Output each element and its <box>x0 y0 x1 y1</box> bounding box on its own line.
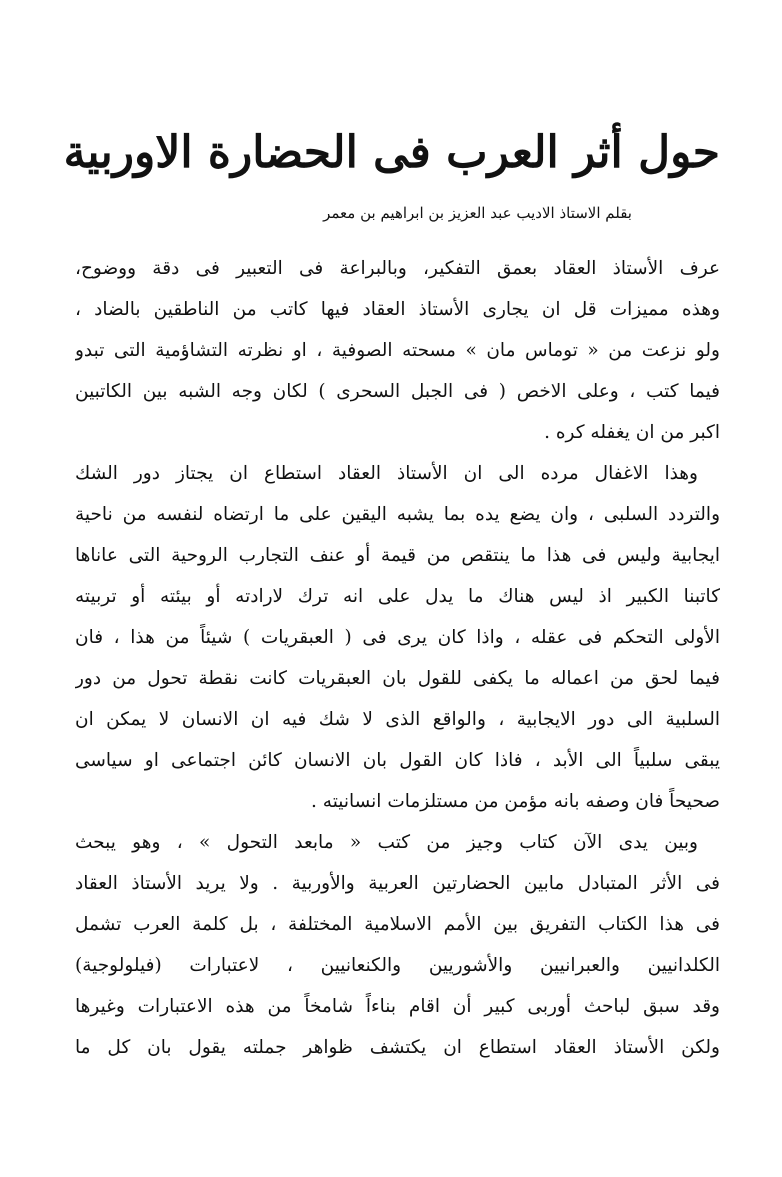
article-title: حول أثر العرب فى الحضارة الاوربية <box>63 127 720 178</box>
body-line: وهذه مميزات قل ان يجارى الأستاذ العقاد فيها كاتب من الناطقين بالضاد ، <box>75 299 720 320</box>
body-line: الكلدانيين والعبرانيين والأشوريين والكنعانيين ، لاعتبارات (فيلولوجية) <box>75 955 720 976</box>
body-line: الأولى التحكم فى عقله ، واذا كان يرى فى ( العبقريات ) شيئاً من هذا ، فان <box>75 627 720 648</box>
body-line: وهذا الاغفال مرده الى ان الأستاذ العقاد استطاع ان يجتاز دور الشك <box>75 463 698 484</box>
body-line: يبقى سلبياً الى الأبد ، فاذا كان القول بان الانسان كائن اجتماعى او سياسى <box>75 750 720 771</box>
article-body <box>75 248 720 1068</box>
body-line: ولو نزعت من « توماس مان » مسحته الصوفية ، او نظرته التشاؤمية التى تبدو <box>75 340 720 361</box>
body-line: فى هذا الكتاب التفريق بين الأمم الاسلامية المختلفة ، بل كلمة العرب تشمل <box>75 914 720 935</box>
body-line: صحيحاً فان وصفه بانه مؤمن من مستلزمات انسانيته . <box>311 791 720 812</box>
body-line: وقد سبق لباحث أوربى كبير أن اقام بناءاً شامخاً من هذه الاعتبارات وغيرها <box>75 996 720 1017</box>
body-line: فيما كتب ، وعلى الاخص ( فى الجبل السحرى ) لكان وجه الشبه بين الكاتبين <box>75 381 720 402</box>
body-line: اكبر من ان يغفله كره . <box>544 422 720 443</box>
body-line: ايجابية وليس فى هذا ما ينتقص من قيمة أو عنف التجارب الروحية التى عاناها <box>75 545 720 566</box>
body-line: ولكن الأستاذ العقاد استطاع ان يكتشف ظواهر جملته يقول بان كل ما <box>75 1037 720 1058</box>
body-line: فيما لحق من اعماله ما يكفى للقول بان العبقريات كانت نقطة تحول من دور <box>75 668 720 689</box>
body-line: والتردد السلبى ، وان يضع يده بما يشبه اليقين على ما ارتضاه لنفسه من ناحية <box>75 504 720 525</box>
body-line: السلبية الى دور الايجابية ، والواقع الذى لا شك فيه ان الانسان لا يمكن ان <box>75 709 720 730</box>
body-line: وبين يدى الآن كتاب وجيز من كتب « مابعد التحول » ، وهو يبحث <box>75 832 698 853</box>
article-byline: بقلم الاستاذ الاديب عبد العزيز بن ابراهيم بن معمر <box>323 204 632 222</box>
body-line: كاتبنا الكبير اذ ليس هناك ما يدل على انه ترك لارادته أو بيئته أو تربيته <box>75 586 720 607</box>
body-line: عرف الأستاذ العقاد بعمق التفكير، وبالبراعة فى التعبير فى دقة ووضوح، <box>75 258 720 279</box>
body-line: فى الأثر المتبادل مابين الحضارتين العربية والأوربية . ولا يريد الأستاذ العقاد <box>75 873 720 894</box>
